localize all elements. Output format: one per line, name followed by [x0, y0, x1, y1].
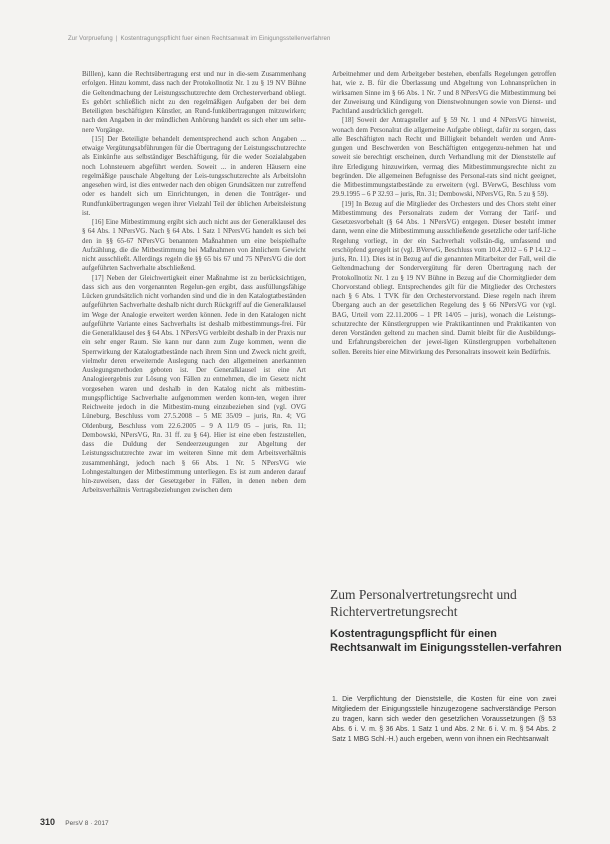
headnote-intro: 1. Die Verpflichtung der Dienststelle, die Kosten für eine von zwei Mitgliedern der Einigungsstelle hinzugezogene sachverständige Person zu tragen, kann sich weder den gesetzlichen Voraussetzungen (§ 53 Abs. 6 i. V. m. § 36 Abs. 1 Satz 1 und Abs. 2 Nr. 6 i. V. m. § 54 Abs. 2 Satz 1 MBG Schl.-H.) auch ergeben, wenn von ihnen ein Rechtsanwalt	[332, 696, 556, 743]
paragraph-18: [18] Soweit der Antragsteller auf § 59 Nr. 1 und 4 NPersVG hinweist, wonach dem Personalrat die allgemeine Aufgabe obliegt, dafür zu sorgen, dass alle Beschäftigten nach Recht und Billigkeit behandelt werden und Anre-gungen und Beschwerden von Beschäftigten entgegenzu-nehmen hat und soweit sie berechtigt erscheinen, durch Verhandlung mit der Dienststelle auf ihre Erledigung hinzuwirken, vermag dies Mitbestimmungsrechte nicht zu begründen. Die allgemeinen Befugnisse des Personal-rats sind nicht geeignet, die Mitbestimmungstatbestände zu erweitern (vgl. BVerwG, Beschluss vom 29.9.1995 – 6 P 32.93 – juris, Rn. 31; Dembowski, NPersVG, Rn. 5 zu § 59).	[332, 116, 556, 199]
article-title: Kostentragungspflicht für einen Rechtsanwalt im Einigungsstellen-verfahren	[330, 628, 562, 654]
paragraph-continuation-right: Arbeitnehmer und dem Arbeitgeber bestehen, ebenfalls Regelungen getroffen hat, wie z. B. für die Überlassung und Abgeltung von Lohnansprüchen in wirksamen Sinne im § 66 Abs. 1 Nr. 7 und 8 NPersVG die Mitbestimmung bei der Zuweisung und Kündigung von Dienstwohnungen sowie von Dienst- und Pachtland ausdrücklich geregelt.	[332, 70, 556, 115]
page-footer	[40, 817, 109, 827]
right-column	[332, 70, 556, 357]
paragraph-17: [17] Neben der Gleichwertigkeit einer Maßnahme ist zu berücksichtigen, dass sich aus den vorgenannten Regelun-gen ergibt, dass ausfüllungsfähige Lücken grundsätzlich nicht vorhanden sind und die in den Katalogtatbeständen aufgeführten Sachverhalte deshalb nicht durch Rückgriff auf die Generalklausel im Wege der Analogie erweitert werden können. Jede in den Katalogen nicht aufgeführte Variante eines Sachverhalts ist deshalb mitbestimmungs-frei. Für die Generalklausel des § 64 Abs. 1 NPersVG verbleibt deshalb in der Praxis nur ein sehr enger Raum. Sie kann nur dann zum Zuge kommen, wenn die Sperrwirkung der Katalogtatbestände nach ihrem Sinn und Zweck nicht greift, vielmehr deren erweiternde Auslegung nach den allgemeinen anerkannten Auslegungsmethoden geboten ist. Der Generalklausel ist eine Art Analogieergebnis zur Lösung von Fällen zu entnehmen, die im Gesetz nicht vorgesehen waren und deshalb in den Katalog nicht als mitbestim-mungspflichtige Sachverhalte aufgenommen werden konn-ten, wegen ihrer Reichweite jedoch in die Mitbestim-mung einzubeziehen sind (vgl. OVG Lüneburg, Beschluss vom 27.5.2008 – 5 ME 35/09 – juris, Rn. 4; VG Oldenburg, Beschluss vom 22.6.2005 – 9 A 11/9 05 – juris, Rn. 11; Dembowski, NPersVG, Rn. 31 ff. zu § 64). Hier ist eine eben festzustellen, dass die Duldung der Sendeerzeugungen zur Abgeltung der Leistungsschutzrechte zwar im weiteren Sinne mit dem Arbeitsverhältnis zusammenhängt, jedoch nach § 66 Abs. 1 Nr. 5 NPersVG wie Lohngestaltungen der Mitbestimmung unterliegen. Es ist zum anderen darauf hin-zuweisen, dass der Gesetzgeber in Fällen, in denen neben dem Arbeitsverhältnis Vertragsbeziehungen zwischen dem	[82, 273, 306, 495]
page-number: 310	[40, 817, 56, 827]
paragraph-15: [15] Der Beteiligte behandelt dementsprechend auch schon Angaben ... etwaige Vergütungsabführungen für die Übertragung der Leistungsschutzrechte als Einkünfte aus selbständiger Beschäftigung, für die weder Sozialabgaben noch Lohnsteuern abgeführt werden. Soweit ... in anderen Häusern eine regelmäßige pauschale Abgeltung der Leis-tungsschutzrechte als Arbeitslohn angesehen wird, ist dies entweder nach den obigen Grundsätzen nur zutreffend oder es handelt sich um Einrichtungen, in denen die Tonträger- und Rundfunkübertragungen wegen ihrer Vielzahl Teil der üblichen Arbeitsleistung ist.	[82, 134, 306, 217]
running-head-title: Kostentragungspflicht fuer einen Rechtsanwalt im Einigungsstellenverfahren	[120, 36, 331, 42]
left-column	[82, 70, 306, 496]
paragraph-16: [16] Eine Mitbestimmung ergibt sich auch nicht aus der Generalklausel des § 64 Abs. 1 NPersVG. Nach § 64 Abs. 1 Satz 1 NPersVG handelt es sich bei den in §§ 65-67 NPersVG benannten Maßnahmen um eine beispielhafte Aufzählung, die die Mitbestimmung bei Maßnahmen von ähnlichem Gewicht nicht ausschließt. Allerdings regeln die §§ 65 bis 67 und 75 NPersVG die dort aufgeführten Sachverhalte abschließend.	[82, 218, 306, 273]
paragraph-19: [19] In Bezug auf die Mitglieder des Orchesters und des Chors steht einer Mitbestimmung des Personalrats zudem der Vorrang der Tarif- und Gesetzesvorbehalt (§ 64 Abs. 1 NPersVG) entgegen. Dieser besteht immer dann, wenn eine die Mitbestimmung ausschließende gesetzliche oder tarif-liche Regelung vorliegt, in der ein Sachverhalt vollstän-dig, umfassend und erschöpfend geregelt ist (vgl. BVerwG, Beschluss vom 10.4.2012 – 6 P 14.12 – juris, Rn. 11). Dies ist in Bezug auf die genannten Mitarbeiter der Fall, weil die Geltendmachung der Sondervergütung für deren Übertragung nach der Protokollnotiz Nr. 1 zu § 19 NV Bühne in Bezug auf die Chormitglieder dem Chorvorstand obliegt. Entsprechendes gilt für die Mitglieder des Orchesters nach § 6 Abs. 1 TVK für den Orchestervorstand. Diese regeln nach ihrem Übergang auch an der gesetzlichen Regelung des § 66 NPersVG vor (vgl. BAG, Urteil vom 22.11.2006 – 1 PR 14/05 – juris), wonach die Leistungs-schutzrechte der Künstlergruppen wie Praktikantinnen und Praktikanten von deren Vorständen geltend zu machen sind. Damit bleibt für die Ausbildungs- und Erfahrungsbereichen der jewei-ligen Künstlergruppen vorbehaltenen sollen. Bereits hier eine Mitwirkung des Personalrats insoweit kein Bedürfnis.	[332, 199, 556, 356]
running-head-separator: |	[115, 36, 118, 42]
journal-name: PersV 8 · 2017	[65, 820, 109, 827]
running-head	[68, 36, 588, 42]
section-heading: Zum Personalvertretungsrecht und Richtervertretungsrecht	[330, 587, 517, 619]
paragraph-continuation: Billlen), kann die Rechtsübertragung erst und nur in die-sem Zusammenhang erfolgen. Hinzu kommt, dass nach der Protokollnotiz Nr. 1 zu § 19 NV Bühne die Geltendmachung der Leistungsschutzrechte dem Orchesterverband obliegt. Es gehört schließlich nicht zu den regelmäßigen Aufgaben der bei dem Beteiligten beschäftigten Künstler, an Rund-funkübertragungen mitzuwirken; nach den Angaben in der mündlichen Anhörung handelt es sich eher um selte-nere Vorgänge.	[82, 70, 306, 134]
running-head-section: Zur Vorpruefung	[68, 36, 113, 42]
